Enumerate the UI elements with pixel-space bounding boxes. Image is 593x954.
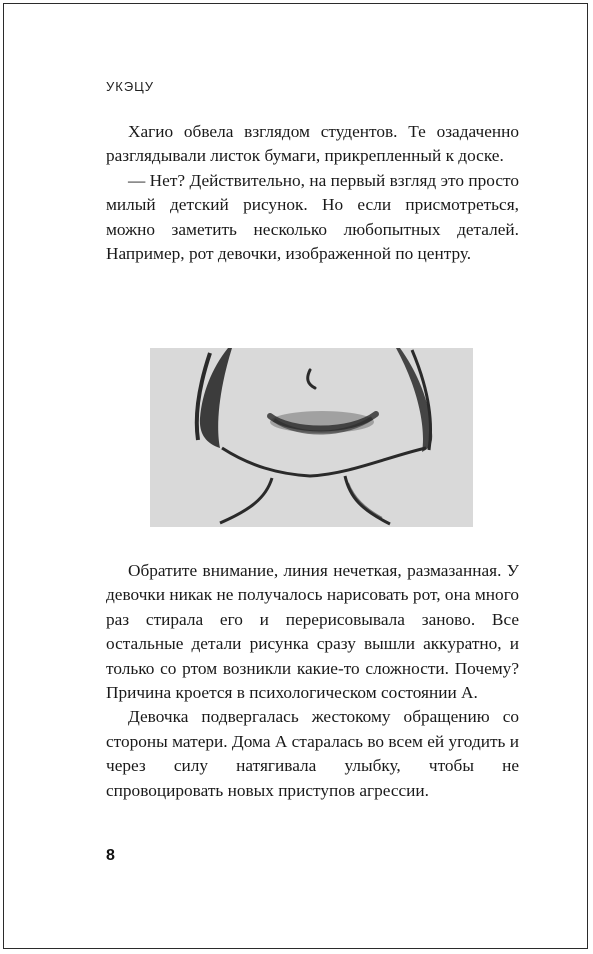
paragraph: Хагио обвела взглядом студентов. Те озадаченно разглядывали листок бумаги, прикрепленный к доске.: [106, 122, 519, 166]
text-block-bottom: [106, 559, 519, 803]
paragraph: Девочка подвергалась жестокому обращению со стороны матери. Дома А старалась во всем ей угодить и через силу натягивала улыбку, чтобы не спровоцировать новых приступов агрессии.: [106, 707, 519, 800]
child-drawing-illustration: [150, 348, 473, 527]
running-header: УКЭЦУ: [106, 79, 155, 94]
page-number: 8: [106, 847, 115, 864]
paragraph: Обратите внимание, линия нечеткая, размазанная. У девочки никак не получалось нарисовать рот, она много раз стирала его и перерисовывала заново. Все остальные детали рисунка сразу вышли аккуратно, и только со ртом возникли какие-то сложности. Почему? Причина кроется в психологическом состоянии А.: [106, 561, 519, 703]
paragraph: — Нет? Действительно, на первый взгляд это просто милый детский рисунок. Но если присмотреться, можно заметить несколько любопытных деталей. Например, рот девочки, изображенной по центру.: [106, 170, 519, 264]
text-block-top: [106, 120, 519, 266]
